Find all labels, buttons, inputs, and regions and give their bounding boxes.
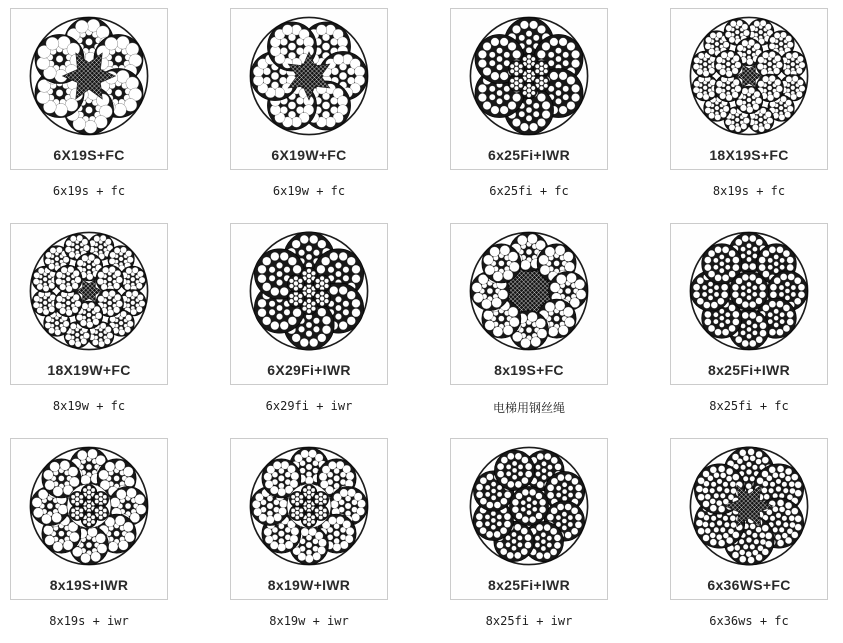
rope-diagram-box xyxy=(230,223,388,385)
rope-construction-label: 8x19S+IWR xyxy=(49,577,129,593)
rope-cell xyxy=(230,8,450,223)
rope-construction-label: 6X19S+FC xyxy=(53,147,125,163)
rope-diagram-box xyxy=(10,438,168,600)
rope-construction-label: 6x25Fi+IWR xyxy=(488,147,570,163)
rope-caption: 8x19s + fc xyxy=(712,184,786,198)
rope-caption: 电梯用钢丝绳 xyxy=(492,401,565,415)
rope-caption: 6x25fi + fc xyxy=(489,184,569,198)
rope-construction-label: 8x25Fi+IWR xyxy=(488,577,570,593)
rope-cell xyxy=(10,223,230,438)
rope-caption: 6x29fi + iwr xyxy=(265,399,353,413)
rope-cell xyxy=(670,438,843,643)
rope-diagram-box xyxy=(670,438,828,600)
rope-caption: 6x36ws + fc xyxy=(709,614,789,628)
rope-cross-section-diagram xyxy=(466,228,592,354)
rope-cell xyxy=(450,8,670,223)
rope-cell xyxy=(670,223,843,438)
rope-diagram-box xyxy=(670,8,828,170)
rope-cross-section-diagram xyxy=(246,443,372,569)
rope-diagram-box xyxy=(450,438,608,600)
rope-construction-label: 18X19W+FC xyxy=(47,362,131,378)
rope-diagram-box xyxy=(230,438,388,600)
rope-construction-label: 6X29Fi+IWR xyxy=(267,362,351,378)
rope-cross-section-diagram xyxy=(686,443,812,569)
rope-diagram-box xyxy=(450,223,608,385)
rope-diagram-box xyxy=(10,8,168,170)
rope-cross-section-diagram xyxy=(466,13,592,139)
rope-cross-section-diagram xyxy=(466,443,592,569)
rope-cell xyxy=(10,8,230,223)
rope-cell xyxy=(670,8,843,223)
rope-caption: 8x19w + iwr xyxy=(269,614,349,628)
rope-caption: 6x19w + fc xyxy=(272,184,346,198)
rope-cell xyxy=(230,223,450,438)
rope-cross-section-diagram xyxy=(686,228,812,354)
rope-construction-label: 8x25Fi+IWR xyxy=(708,362,790,378)
rope-diagram-box xyxy=(450,8,608,170)
rope-cross-section-diagram xyxy=(686,13,812,139)
rope-cell xyxy=(230,438,450,643)
rope-construction-label: 6x36WS+FC xyxy=(707,577,791,593)
rope-construction-label: 8x19W+IWR xyxy=(267,577,351,593)
rope-caption: 8x25fi + iwr xyxy=(485,614,573,628)
rope-construction-label: 6X19W+FC xyxy=(271,147,347,163)
rope-cross-section-diagram xyxy=(26,13,152,139)
rope-cross-section-diagram xyxy=(26,228,152,354)
rope-cross-section-diagram xyxy=(26,443,152,569)
rope-diagram-box xyxy=(10,223,168,385)
rope-construction-label: 8x19S+FC xyxy=(494,362,564,378)
rope-cell xyxy=(10,438,230,643)
rope-caption: 8x19s + iwr xyxy=(49,614,129,628)
rope-caption: 8x19w + fc xyxy=(52,399,126,413)
rope-diagram-box xyxy=(230,8,388,170)
rope-caption: 8x25fi + fc xyxy=(709,399,789,413)
rope-cell xyxy=(450,438,670,643)
rope-cross-section-diagram xyxy=(246,13,372,139)
rope-construction-label: 18X19S+FC xyxy=(709,147,789,163)
rope-cell xyxy=(450,223,670,438)
rope-cross-section-diagram xyxy=(246,228,372,354)
rope-caption: 6x19s + fc xyxy=(52,184,126,198)
rope-diagram-box xyxy=(670,223,828,385)
rope-grid xyxy=(10,8,843,643)
